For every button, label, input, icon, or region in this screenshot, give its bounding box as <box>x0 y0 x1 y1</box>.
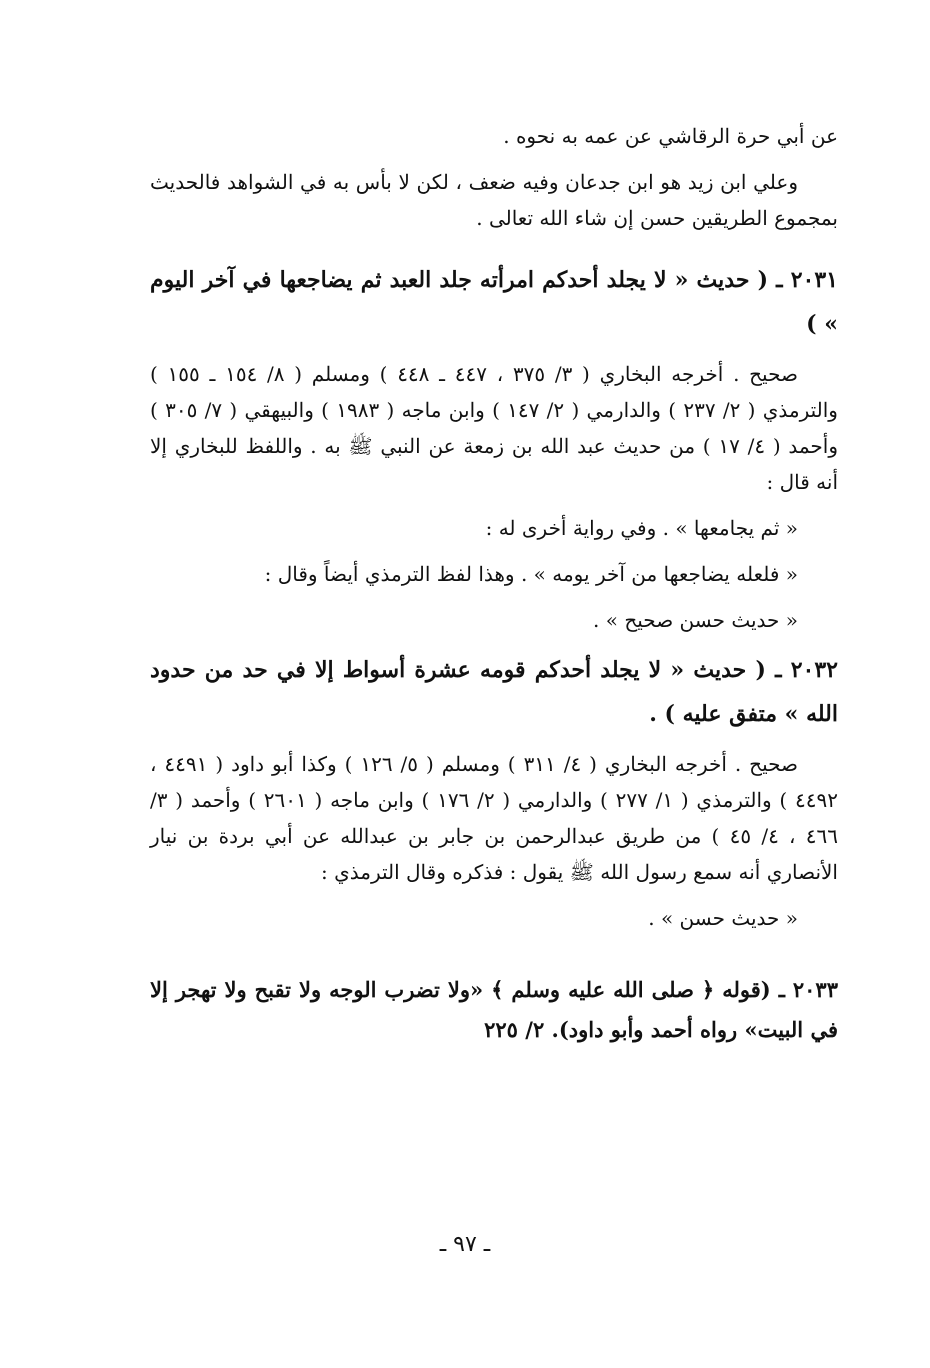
hadith-heading-2032: ٢٠٣٢ ـ ( حديث « لا يجلد أحدكم قومه عشرة أسواط إلا في حد من حدود الله » متفق عليه ) . <box>150 657 838 727</box>
commentary-paragraph: وعلي ابن زيد هو ابن جدعان وفيه ضعف ، لكن لا بأس به في الشواهد فالحديث بمجموع الطريقين حسن إن شاء الله تعالى . <box>150 170 838 230</box>
quote-line: « حديث حسن » . <box>648 906 798 930</box>
page-number: ـ ٩٧ ـ <box>439 1232 491 1257</box>
hadith-heading-2033: ٢٠٣٣ ـ (قوله ﴿ صلى الله عليه وسلم ﴾ «ولا تضرب الوجه ولا تقبح ولا تهجر إلا في البيت» رواه أحمد وأبو داود). ٢/ ٢٢٥ <box>150 977 838 1042</box>
continuation-line: عن أبي حرة الرقاشي عن عمه به نحوه . <box>503 124 838 148</box>
hadith-heading-2031: ٢٠٣١ ـ ( حديث « لا يجلد أحدكم امرأته جلد العبد ثم يضاجعها في آخر اليوم » ) <box>150 267 838 337</box>
takhrij-paragraph-2032: صحيح . أخرجه البخاري ( ٤/ ٣١١ ) ومسلم ( ٥/ ١٢٦ ) وكذا أبو داود ( ٤٤٩١ ، ٤٤٩٢ ) والترمذي ( ١/ ٢٧٧ ) والدارمي ( ٢/ ١٧٦ ) وابن ماجه ( ٢٦٠١ ) وأحمد ( ٣/ ٤٦٦ ، ٤/ ٤٥ ) من طريق عبدالرحمن بن جابر بن عبدالله عن أبي بردة بن نيار الأنصاري أنه سمع رسول الله ﷺ يقول : فذكره وقال الترمذي : <box>150 752 838 884</box>
takhrij-paragraph-2031: صحيح . أخرجه البخاري ( ٣/ ٣٧٥ ، ٤٤٧ ـ ٤٤٨ ) ومسلم ( ٨/ ١٥٤ ـ ١٥٥ ) والترمذي ( ٢/ ٢٣٧ ) والدارمي ( ٢/ ١٤٧ ) وابن ماجه ( ١٩٨٣ ) والبيهقي ( ٧/ ٣٠٥ ) وأحمد ( ٤/ ١٧ ) من حديث عبد الله بن زمعة عن النبي ﷺ به . واللفظ للبخاري إلا أنه قال : <box>150 362 839 494</box>
quote-line: « ثم يجامعها » . وفي رواية أخرى له : <box>485 516 798 540</box>
quote-line: « فلعله يضاجعها من آخر يومه » . وهذا لفظ الترمذي أيضاً وقال : <box>264 562 798 586</box>
quote-line: « حديث حسن صحيح » . <box>593 608 798 632</box>
page-body <box>150 118 838 1050</box>
